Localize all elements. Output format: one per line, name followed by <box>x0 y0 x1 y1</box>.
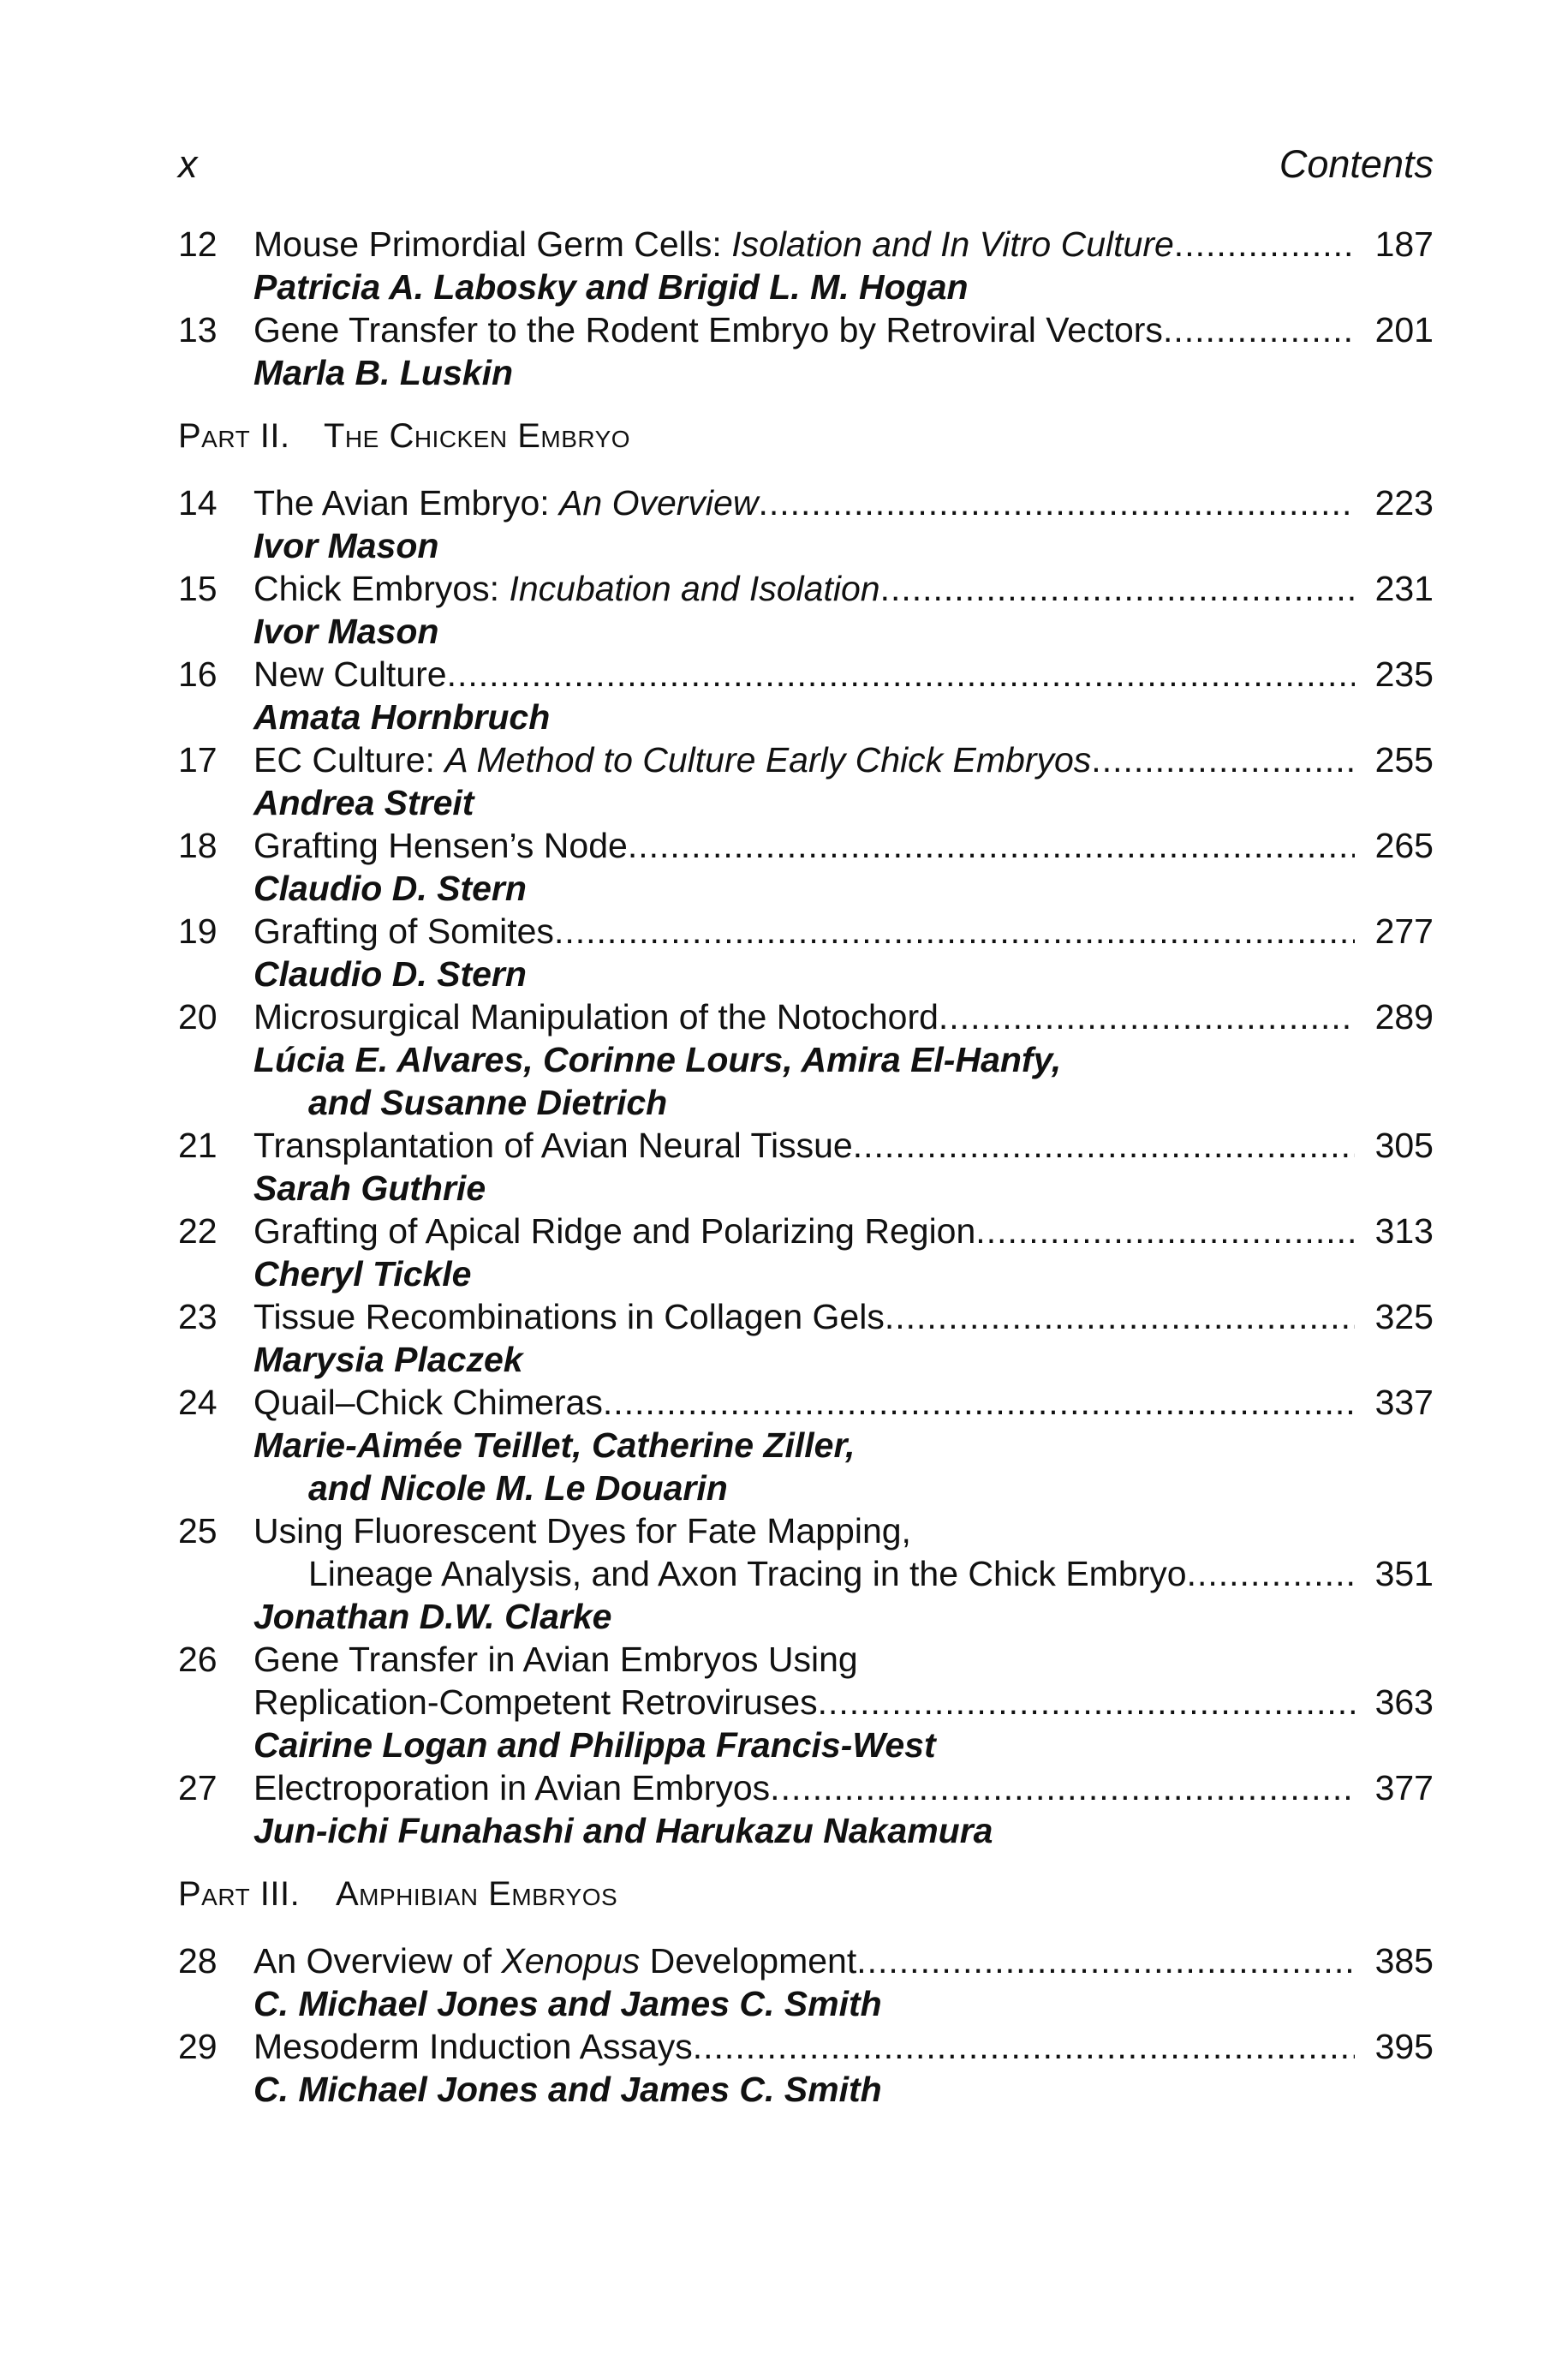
page-number: 337 <box>1374 1383 1434 1422</box>
chapter-title: Tissue Recombinations in Collagen Gels <box>253 1297 885 1336</box>
chapter-title: Mouse Primordial Germ Cells: Isolation and In Vitro Culture <box>253 224 1174 264</box>
toc-entry <box>178 1124 1434 1210</box>
dot-leader <box>1163 308 1355 351</box>
toc-entry-row <box>178 653 1434 696</box>
page-number: 187 <box>1374 224 1434 264</box>
chapter-title: The Avian Embryo: An Overview <box>253 483 759 523</box>
chapter-number: 25 <box>178 1511 218 1550</box>
chapter-title: Grafting of Apical Ridge and Polarizing Region <box>253 1211 976 1251</box>
chapter-number: 29 <box>178 2027 218 2066</box>
page-number: 351 <box>1374 1554 1434 1593</box>
running-head-title: Contents <box>1279 142 1434 186</box>
part-label: Part III. <box>178 1875 301 1913</box>
toc-entry-row <box>178 1939 1434 1982</box>
toc-entry <box>178 738 1434 824</box>
chapter-authors: Marla B. Luskin <box>253 353 514 392</box>
chapter-authors: Jonathan D.W. Clarke <box>253 1597 612 1636</box>
chapter-authors: Andrea Streit <box>253 783 474 822</box>
toc-entry-row <box>178 1766 1434 1809</box>
dot-leader <box>856 1939 1355 1982</box>
toc-entry-row <box>178 1638 1434 1681</box>
chapter-authors-continued: and Nicole M. Le Douarin <box>308 1468 728 1508</box>
dot-leader <box>853 1124 1355 1167</box>
dot-leader <box>975 1210 1355 1252</box>
part-title: Amphibian Embryos <box>336 1875 618 1913</box>
chapter-authors: Marysia Placzek <box>253 1340 523 1379</box>
dot-leader <box>758 481 1355 524</box>
toc-entry <box>178 824 1434 910</box>
chapter-title-line1: Using Fluorescent Dyes for Fate Mapping, <box>253 1511 911 1550</box>
toc-entry-row <box>178 308 1434 351</box>
toc-entry <box>178 1381 1434 1509</box>
page-number: 395 <box>1374 2027 1434 2066</box>
chapter-authors: Lúcia E. Alvares, Corinne Lours, Amira El-Hanfy, <box>253 1040 1062 1079</box>
chapter-authors: Jun-ichi Funahashi and Harukazu Nakamura <box>253 1811 993 1850</box>
chapter-number: 19 <box>178 911 218 951</box>
chapter-title-line2: Replication-Competent Retroviruses <box>253 1682 818 1722</box>
chapter-title: New Culture <box>253 654 447 694</box>
page-number: 385 <box>1374 1941 1434 1981</box>
chapter-number: 15 <box>178 569 218 608</box>
chapter-number: 17 <box>178 740 218 780</box>
chapter-number: 14 <box>178 483 218 523</box>
toc-entry-row-continued <box>178 1681 1434 1724</box>
toc-entry-row <box>178 1124 1434 1167</box>
page-number: 201 <box>1374 310 1434 350</box>
chapter-title: Grafting Hensen’s Node <box>253 826 628 865</box>
toc-entry-row <box>178 910 1434 953</box>
toc-entry-row <box>178 1381 1434 1424</box>
dot-leader <box>939 995 1355 1038</box>
page-number: 265 <box>1374 826 1434 865</box>
dot-leader <box>447 653 1355 696</box>
toc-entry-row <box>178 1295 1434 1338</box>
toc-entry <box>178 910 1434 995</box>
page-number: 325 <box>1374 1297 1434 1336</box>
chapter-title: Electroporation in Avian Embryos <box>253 1768 771 1807</box>
chapter-number: 18 <box>178 826 218 865</box>
chapter-number: 13 <box>178 310 218 350</box>
page-number: 289 <box>1374 997 1434 1037</box>
toc-entry-row <box>178 567 1434 610</box>
toc-entry <box>178 567 1434 653</box>
chapter-title: Transplantation of Avian Neural Tissue <box>253 1126 853 1165</box>
chapter-title: EC Culture: A Method to Culture Early Chick Embryos <box>253 740 1092 780</box>
toc-entry-row <box>178 738 1434 781</box>
chapter-number: 16 <box>178 654 218 694</box>
toc-entry <box>178 1939 1434 2025</box>
chapter-title: Gene Transfer to the Rodent Embryo by Retroviral Vectors <box>253 310 1163 350</box>
chapter-number: 28 <box>178 1941 218 1981</box>
dot-leader <box>554 910 1355 953</box>
dot-leader <box>770 1766 1355 1809</box>
chapter-authors: Cairine Logan and Philippa Francis-West <box>253 1725 936 1765</box>
chapter-title: Grafting of Somites <box>253 911 554 951</box>
dot-leader <box>1174 223 1355 266</box>
chapter-number: 21 <box>178 1126 218 1165</box>
toc-entry <box>178 653 1434 738</box>
toc-entry <box>178 995 1434 1124</box>
chapter-authors: Claudio D. Stern <box>253 954 527 994</box>
toc-entry-row <box>178 1210 1434 1252</box>
chapter-number: 23 <box>178 1297 218 1336</box>
page-number: 231 <box>1374 569 1434 608</box>
toc-entry <box>178 481 1434 567</box>
chapter-authors-continued: and Susanne Dietrich <box>308 1083 668 1122</box>
toc-entry <box>178 308 1434 394</box>
chapter-title-line1: Gene Transfer in Avian Embryos Using <box>253 1640 858 1679</box>
toc-entry <box>178 1295 1434 1381</box>
dot-leader <box>1187 1552 1355 1595</box>
toc-entry-row <box>178 995 1434 1038</box>
chapter-authors: C. Michael Jones and James C. Smith <box>253 2070 882 2109</box>
part-heading <box>178 415 1434 457</box>
page-number: 305 <box>1374 1126 1434 1165</box>
running-head <box>178 142 1434 190</box>
table-of-contents <box>178 223 1434 2111</box>
part-title: The Chicken Embryo <box>324 417 631 455</box>
toc-entry <box>178 223 1434 308</box>
page-number: 255 <box>1374 740 1434 780</box>
dot-leader <box>693 2025 1355 2068</box>
chapter-authors: Cheryl Tickle <box>253 1254 472 1294</box>
page-number: 223 <box>1374 483 1434 523</box>
dot-leader <box>885 1295 1355 1338</box>
chapter-authors: Patricia A. Labosky and Brigid L. M. Hogan <box>253 267 969 307</box>
chapter-number: 22 <box>178 1211 218 1251</box>
chapter-title: Mesoderm Induction Assays <box>253 2027 693 2066</box>
chapter-title: Chick Embryos: Incubation and Isolation <box>253 569 880 608</box>
toc-entry-row <box>178 2025 1434 2068</box>
dot-leader <box>603 1381 1355 1424</box>
toc-entry <box>178 1210 1434 1295</box>
toc-entry-row-continued <box>178 1552 1434 1595</box>
toc-entry <box>178 1638 1434 1766</box>
toc-entry <box>178 1509 1434 1638</box>
chapter-title: Microsurgical Manipulation of the Notochord <box>253 997 939 1037</box>
chapter-title: An Overview of Xenopus Development <box>253 1941 857 1981</box>
chapter-authors: Amata Hornbruch <box>253 697 551 737</box>
toc-entry-row <box>178 1509 1434 1552</box>
chapter-title-line2: Lineage Analysis, and Axon Tracing in the Chick Embryo <box>308 1554 1187 1593</box>
page-number: 235 <box>1374 654 1434 694</box>
toc-entry-row <box>178 223 1434 266</box>
chapter-number: 20 <box>178 997 218 1037</box>
chapter-title: Quail–Chick Chimeras <box>253 1383 603 1422</box>
chapter-authors: Marie-Aimée Teillet, Catherine Ziller, <box>253 1425 856 1465</box>
toc-entry-row <box>178 481 1434 524</box>
page-number: 313 <box>1374 1211 1434 1251</box>
dot-leader <box>628 824 1355 867</box>
chapter-number: 24 <box>178 1383 218 1422</box>
dot-leader <box>818 1681 1355 1724</box>
page-folio: x <box>178 142 198 186</box>
page-number: 377 <box>1374 1768 1434 1807</box>
chapter-authors: C. Michael Jones and James C. Smith <box>253 1984 882 2023</box>
dot-leader <box>1091 738 1355 781</box>
chapter-authors: Ivor Mason <box>253 526 439 565</box>
part-label: Part II. <box>178 417 290 455</box>
toc-entry <box>178 1766 1434 1852</box>
toc-entry-row <box>178 824 1434 867</box>
page-number: 363 <box>1374 1682 1434 1722</box>
chapter-number: 27 <box>178 1768 218 1807</box>
chapter-authors: Sarah Guthrie <box>253 1168 486 1208</box>
dot-leader <box>880 567 1355 610</box>
part-heading <box>178 1873 1434 1915</box>
toc-entry <box>178 2025 1434 2111</box>
chapter-authors: Claudio D. Stern <box>253 869 527 908</box>
page-number: 277 <box>1374 911 1434 951</box>
chapter-number: 12 <box>178 224 218 264</box>
chapter-authors: Ivor Mason <box>253 612 439 651</box>
chapter-number: 26 <box>178 1640 218 1679</box>
